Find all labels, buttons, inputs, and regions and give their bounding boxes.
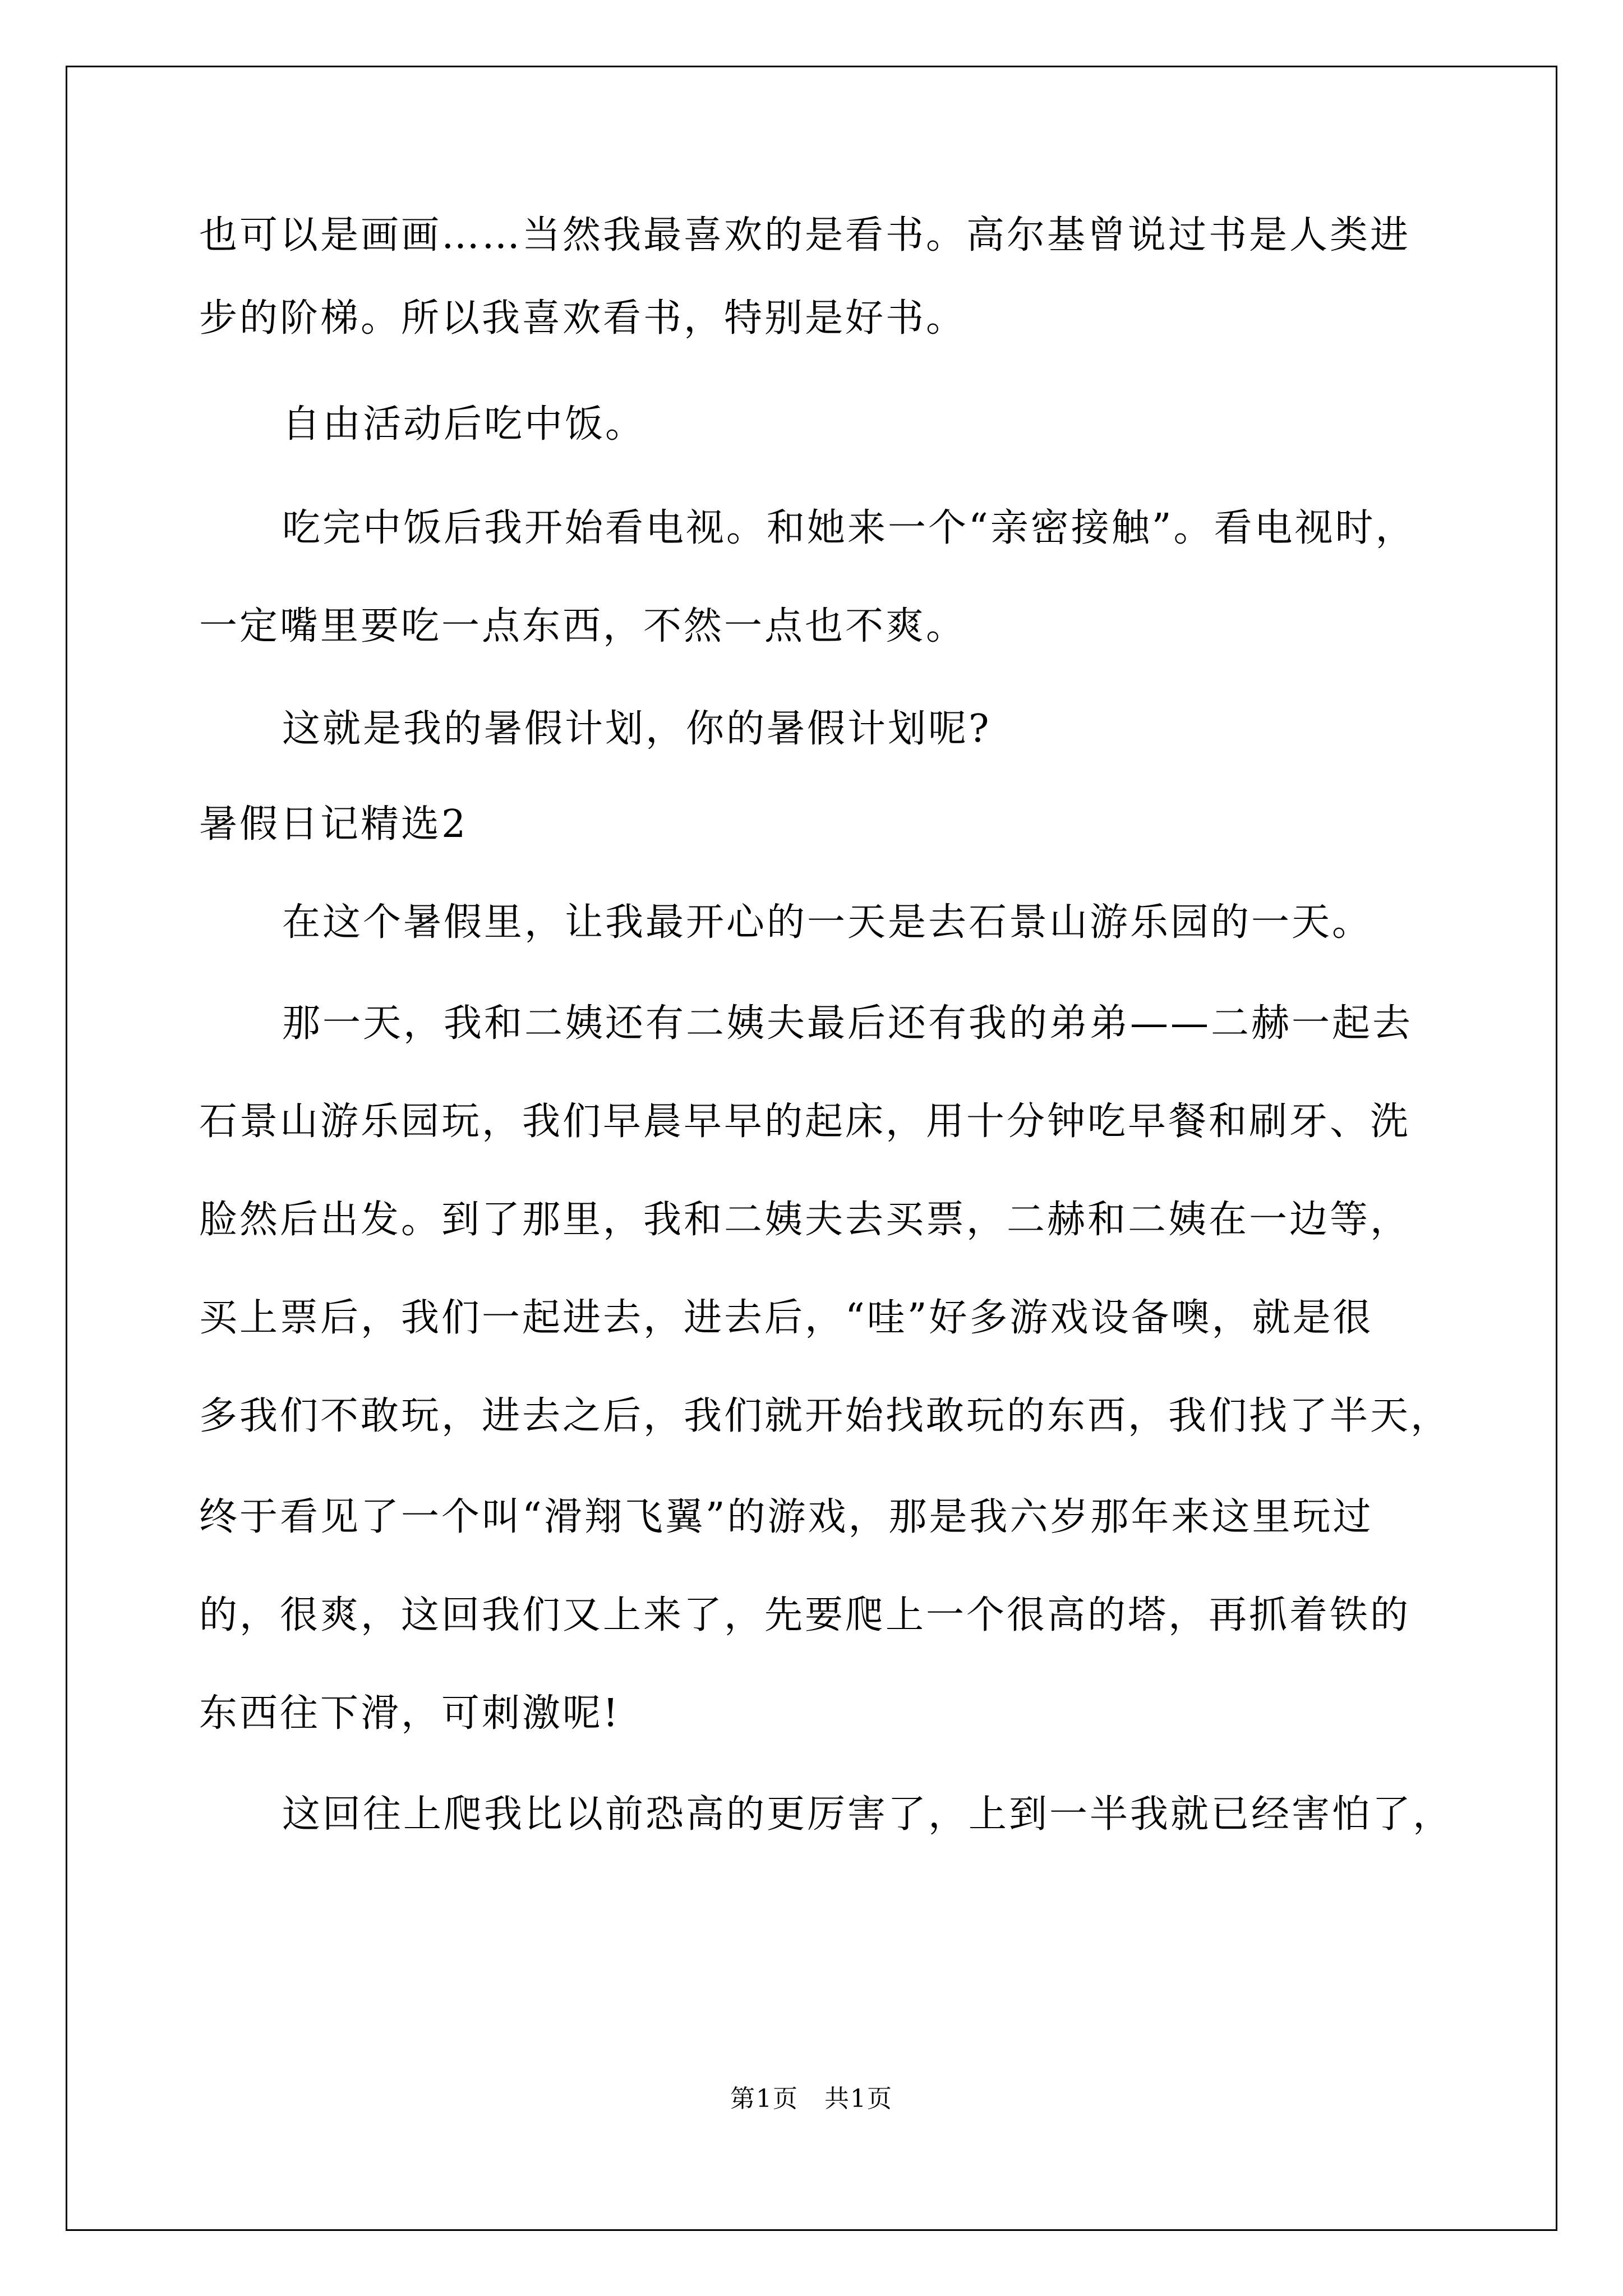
text-line: 买上票后，我们一起进去，进去后，“哇”好多游戏设备噢，就是很 — [199, 1296, 1373, 1340]
text-line: 步的阶梯。所以我喜欢看书，特别是好书。 — [199, 296, 967, 341]
paragraph-line: 这就是我的暑假计划，你的暑假计划呢? — [282, 707, 992, 751]
paragraph-line: 那一天，我和二姨还有二姨夫最后还有我的弟弟——二赫一起去 — [282, 1001, 1413, 1046]
paragraph-line: 在这个暑假里，让我最开心的一天是去石景山游乐园的一天。 — [282, 900, 1373, 945]
page-border — [66, 66, 1557, 2231]
paragraph-line: 自由活动后吃中饭。 — [282, 402, 646, 447]
text-line: 的，很爽，这回我们又上来了，先要爬上一个很高的塔，再抓着铁的 — [199, 1593, 1411, 1637]
text-line: 石景山游乐园玩，我们早晨早早的起床，用十分钟吃早餐和刷牙、洗 — [199, 1099, 1411, 1144]
text-line: 脸然后出发。到了那里，我和二姨夫去买票，二赫和二姨在一边等， — [199, 1198, 1411, 1242]
text-line: 东西往下滑，可刺激呢! — [199, 1691, 621, 1736]
text-line: 一定嘴里要吃一点东西，不然一点也不爽。 — [199, 604, 967, 648]
page-number: 第1页 共1页 — [730, 2085, 893, 2113]
section-heading: 暑假日记精选2 — [199, 802, 468, 846]
paragraph-line: 这回往上爬我比以前恐高的更厉害了，上到一半我就已经害怕了， — [282, 1792, 1454, 1837]
text-line: 也可以是画画……当然我最喜欢的是看书。高尔基曾说过书是人类进 — [199, 213, 1411, 257]
paragraph-line: 吃完中饭后我开始看电视。和她来一个“亲密接触”。看电视时， — [282, 506, 1416, 550]
text-line: 多我们不敢玩，进去之后，我们就开始找敢玩的东西，我们找了半天， — [199, 1394, 1451, 1438]
text-line: 终于看见了一个叫“滑翔飞翼”的游戏，那是我六岁那年来这里玩过 — [199, 1495, 1373, 1539]
